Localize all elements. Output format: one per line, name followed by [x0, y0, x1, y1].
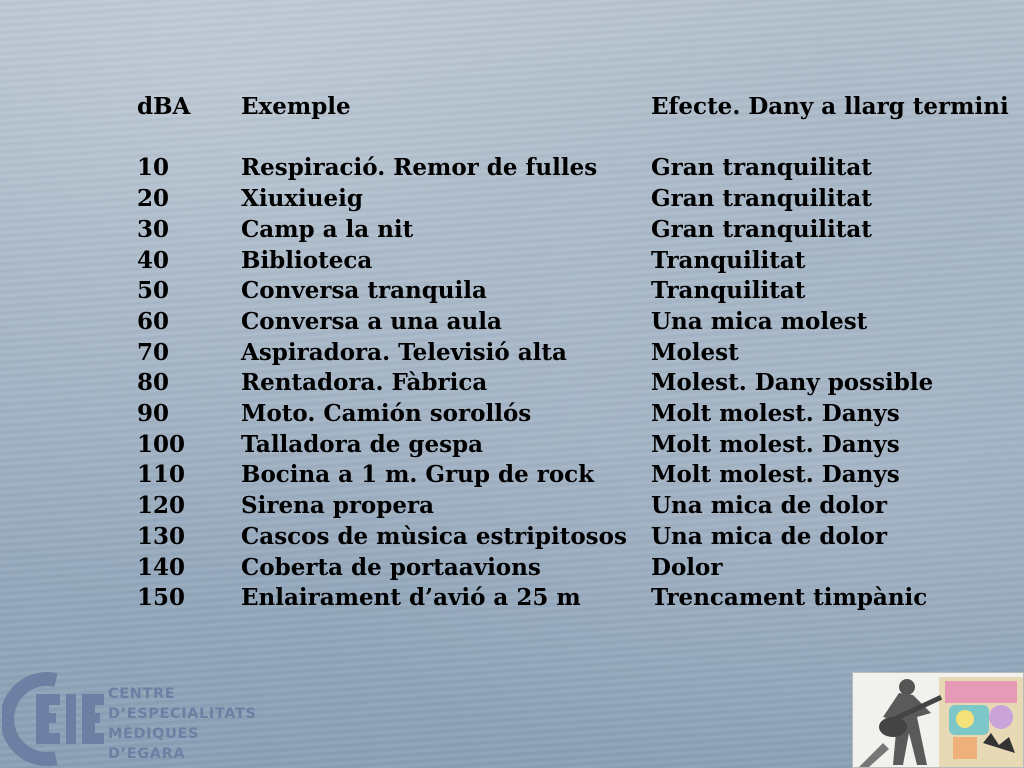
- db-cell: 100: [137, 430, 186, 458]
- db-cell: 110: [137, 461, 186, 489]
- example-cell: Enlairament d’avió a 25 m: [241, 584, 581, 612]
- logo-text: [108, 684, 257, 764]
- table-row: [137, 276, 1009, 307]
- db-cell: 30: [137, 215, 170, 243]
- table-row: [137, 491, 1009, 522]
- noise-levels-table: [137, 92, 1009, 614]
- example-cell: Sirena propera: [241, 492, 435, 520]
- table-row: [137, 368, 1009, 399]
- effect-cell: Molt molest. Danys: [651, 461, 900, 489]
- effect-cell: Molest. Dany possible: [651, 369, 934, 397]
- db-cell: 90: [137, 400, 170, 428]
- db-cell: 40: [137, 246, 170, 274]
- db-cell: 60: [137, 307, 170, 335]
- table-spacer-row: [137, 123, 1009, 154]
- example-cell: Cascos de mùsica estripitosos: [241, 522, 627, 550]
- db-cell: 20: [137, 185, 170, 213]
- example-cell: Aspiradora. Televisió alta: [241, 338, 567, 366]
- effect-cell: Trencament timpànic: [651, 584, 928, 612]
- example-cell: Rentadora. Fàbrica: [241, 369, 488, 397]
- effect-cell: Gran tranquilitat: [651, 215, 872, 243]
- effect-cell: Molt molest. Danys: [651, 430, 900, 458]
- example-cell: Coberta de portaavions: [241, 553, 541, 581]
- logo-line: D’EGARA: [108, 746, 186, 762]
- table-row: [137, 215, 1009, 246]
- logo-line: D’ESPECIALITATS: [108, 706, 257, 722]
- table-row: [137, 583, 1009, 614]
- example-cell: Moto. Camión sorollós: [241, 400, 532, 428]
- effect-cell: Una mica de dolor: [651, 522, 888, 550]
- example-cell: Conversa a una aula: [241, 307, 502, 335]
- db-cell: 140: [137, 553, 186, 581]
- table-row: [137, 399, 1009, 430]
- effect-cell: Tranquilitat: [651, 246, 806, 274]
- effect-cell: Molt molest. Danys: [651, 400, 900, 428]
- header-db: dBA: [137, 93, 191, 120]
- music-illustration: [852, 672, 1024, 768]
- db-cell: 80: [137, 369, 170, 397]
- table-row: [137, 430, 1009, 461]
- logo-line: CENTRE: [108, 686, 176, 702]
- example-cell: Biblioteca: [241, 246, 373, 274]
- example-cell: Talladora de gespa: [241, 430, 484, 458]
- table-header-row: [137, 92, 1009, 123]
- db-cell: 10: [137, 154, 170, 182]
- example-cell: Conversa tranquila: [241, 277, 487, 305]
- table-row: [137, 246, 1009, 277]
- table-row: [137, 153, 1009, 184]
- example-cell: Camp a la nit: [241, 215, 414, 243]
- effect-cell: Gran tranquilitat: [651, 154, 872, 182]
- header-example: Exemple: [241, 93, 351, 120]
- example-cell: Xiuxiueig: [241, 185, 363, 213]
- db-cell: 150: [137, 584, 186, 612]
- ceme-logo-icon: [2, 672, 106, 766]
- db-cell: 120: [137, 492, 186, 520]
- db-cell: 130: [137, 522, 186, 550]
- effect-cell: Una mica de dolor: [651, 492, 888, 520]
- effect-cell: Dolor: [651, 553, 723, 581]
- guitar-player-icon: [853, 673, 1024, 768]
- ceme-logo: [0, 670, 280, 768]
- example-cell: Respiració. Remor de fulles: [241, 154, 598, 182]
- table-row: [137, 522, 1009, 553]
- table-row: [137, 460, 1009, 491]
- table-row: [137, 553, 1009, 584]
- logo-line: MÈDIQUES: [108, 726, 200, 742]
- effect-cell: Tranquilitat: [651, 277, 806, 305]
- effect-cell: Una mica molest: [651, 307, 868, 335]
- table-row: [137, 184, 1009, 215]
- header-effect: Efecte. Dany a llarg termini: [651, 93, 1009, 120]
- effect-cell: Gran tranquilitat: [651, 185, 872, 213]
- effect-cell: Molest: [651, 338, 739, 366]
- db-cell: 50: [137, 277, 170, 305]
- example-cell: Bocina a 1 m. Grup de rock: [241, 461, 595, 489]
- table-row: [137, 307, 1009, 338]
- table-row: [137, 338, 1009, 369]
- db-cell: 70: [137, 338, 170, 366]
